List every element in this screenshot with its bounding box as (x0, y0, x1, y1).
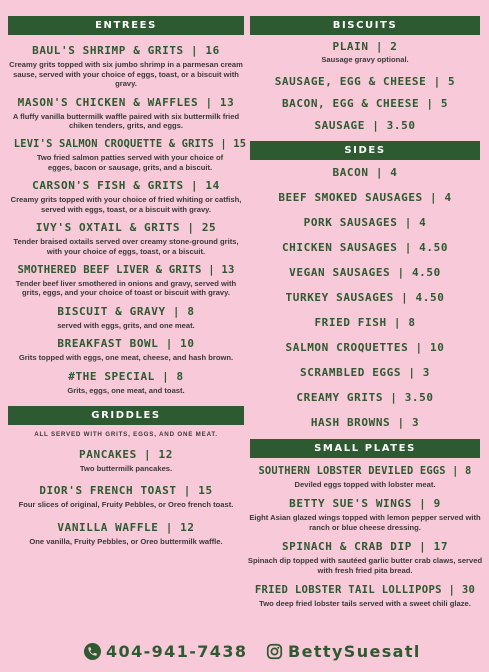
item-description: Four slices of original, Fruity Pebbles, or Oreo french toast. (18, 500, 234, 510)
menu-item (8, 370, 244, 396)
menu-item (250, 97, 480, 110)
item-description: Grits topped with eggs, one meat, cheese, and hash brown. (18, 353, 234, 363)
side-item (250, 366, 480, 379)
menu-item (8, 448, 244, 474)
menu-item (8, 221, 244, 256)
item-title: FRIED FISH | 8 (314, 315, 416, 329)
item-description: Creamy grits topped with your choice of fried whiting or catfish, served with eggs, toast, or a biscuit with gravy. (10, 195, 242, 214)
item-description: served with eggs, grits, and one meat. (57, 320, 195, 330)
menu-item (250, 40, 480, 65)
menu-item (8, 521, 244, 547)
side-item (250, 341, 480, 354)
item-description: Spinach dip topped with sautéed garlic butter crab claws, served with fresh fried pita bread. (247, 556, 483, 575)
item-title: CARSON'S FISH & GRITS | 14 (32, 179, 220, 193)
side-item (250, 316, 480, 329)
item-description: Two buttermilk pancakes. (79, 463, 173, 473)
item-title: HASH BROWNS | 3 (310, 415, 420, 429)
item-title: SMOTHERED BEEF LIVER & GRITS | 13 (17, 263, 235, 276)
item-description: Deviled eggs topped with lobster meat. (294, 479, 436, 489)
item-description: Sausage gravy optional. (321, 55, 409, 64)
item-title: PANCAKES | 12 (79, 447, 173, 461)
side-item (250, 291, 480, 304)
menu-item (244, 540, 486, 575)
side-item (250, 216, 480, 229)
instagram-contact[interactable] (266, 642, 421, 661)
item-title: CHICKEN SAUSAGES | 4.50 (281, 240, 449, 254)
menu-item (8, 44, 244, 89)
item-title: BREAKFAST BOWL | 10 (57, 337, 195, 351)
item-title: SCRAMBLED EGGS | 3 (299, 365, 430, 379)
side-item (250, 241, 480, 254)
phone-number: 404-941-7438 (106, 642, 248, 661)
menu-item (244, 497, 486, 532)
item-description: Grits, eggs, one meat, and toast. (67, 385, 185, 395)
footer (0, 638, 489, 666)
item-title: SAUSAGE, EGG & CHEESE | 5 (274, 74, 456, 88)
section-header-entrees: ENTREES (8, 16, 244, 35)
item-title: VANILLA WAFFLE | 12 (57, 520, 195, 534)
item-title: LEVI'S SALMON CROQUETTE & GRITS | 15 (13, 137, 247, 150)
menu-item (250, 75, 480, 88)
griddles-note: ALL SERVED WITH GRITS, EGGS, AND ONE MEAT. (34, 430, 218, 438)
item-title: BISCUIT & GRAVY | 8 (57, 304, 195, 318)
instagram-handle: BettySuesatl (288, 642, 421, 661)
item-title: DIOR'S FRENCH TOAST | 15 (39, 484, 213, 498)
item-description: Eight Asian glazed wings topped with lemon pepper served with ranch or blue cheese dressing. (249, 513, 481, 532)
menu-item (8, 264, 244, 298)
item-title: CREAMY GRITS | 3.50 (296, 390, 434, 404)
menu-item (244, 584, 486, 609)
side-item (250, 391, 480, 404)
section-header-biscuits: BISCUITS (250, 16, 480, 35)
section-header-sides: SIDES (250, 141, 480, 160)
side-item (250, 191, 480, 204)
side-item (250, 266, 480, 279)
menu-item (8, 484, 244, 510)
section-header-griddles: GRIDDLES (8, 406, 244, 425)
item-description: Tender braised oxtails served over creamy stone-ground grits, with your choice of eggs, toast, or a biscuit. (13, 237, 239, 256)
menu-item (8, 96, 244, 131)
item-title: BEEF SMOKED SAUSAGES | 4 (278, 190, 452, 204)
item-title: BACON | 4 (332, 165, 398, 179)
phone-contact[interactable] (84, 642, 247, 661)
item-title: SOUTHERN LOBSTER DEVILED EGGS | 8 (258, 464, 472, 477)
item-description: One vanilla, Fruity Pebbles, or Oreo buttermilk waffle. (29, 536, 223, 546)
item-description: Two fried salmon patties served with your choice of egges, bacon or sausage, grits, and a biscuit. (36, 152, 224, 172)
menu-item (8, 337, 244, 363)
item-title: FRIED LOBSTER TAIL LOLLIPOPS | 30 (254, 583, 476, 596)
side-item (250, 416, 480, 429)
menu-item (4, 138, 256, 172)
item-description: A fluffy vanilla buttermilk waffle paired with six buttermilk fried chiken tenders, grits, and eggs. (12, 111, 240, 131)
item-title: SALMON CROQUETTES | 10 (285, 340, 445, 354)
menu-item (244, 465, 486, 490)
item-title: SPINACH & CRAB DIP | 17 (281, 540, 449, 554)
item-title: BAUL'S SHRIMP & GRITS | 16 (32, 44, 220, 57)
instagram-icon (266, 643, 283, 660)
left-column (8, 16, 247, 546)
item-description: Two deep fried lobster tails served with a sweet chili glaze. (259, 598, 471, 608)
right-column (247, 16, 483, 608)
item-title: TURKEY SAUSAGES | 4.50 (285, 290, 445, 304)
item-description: Creamy grits topped with six jumbo shrimp in a parmesan cream sause, served with your choice of eggs, toast, or a biscuit with gravy. (9, 60, 243, 89)
side-item (250, 166, 480, 179)
item-title: MASON'S CHICKEN & WAFFLES | 13 (17, 95, 235, 109)
item-title: PORK SAUSAGES | 4 (303, 215, 427, 229)
menu-item (8, 305, 244, 331)
item-title: BETTY SUE'S WINGS | 9 (289, 497, 441, 511)
item-title: #THE SPECIAL | 8 (68, 369, 184, 383)
item-title: PLAIN | 2 (332, 40, 398, 53)
item-description: Tender beef liver smothered in onions and gravy, served with grits, eggs, and your choice of toast or biscuit with gravy. (15, 278, 237, 298)
menu-item (250, 119, 480, 132)
phone-icon (84, 643, 101, 660)
section-header-small-plates: SMALL PLATES (250, 439, 480, 458)
item-title: BACON, EGG & CHEESE | 5 (281, 96, 449, 110)
menu-item (8, 179, 244, 214)
item-title: IVY'S OXTAIL & GRITS | 25 (35, 221, 217, 235)
item-title: VEGAN SAUSAGES | 4.50 (289, 265, 441, 279)
item-title: SAUSAGE | 3.50 (314, 118, 416, 132)
